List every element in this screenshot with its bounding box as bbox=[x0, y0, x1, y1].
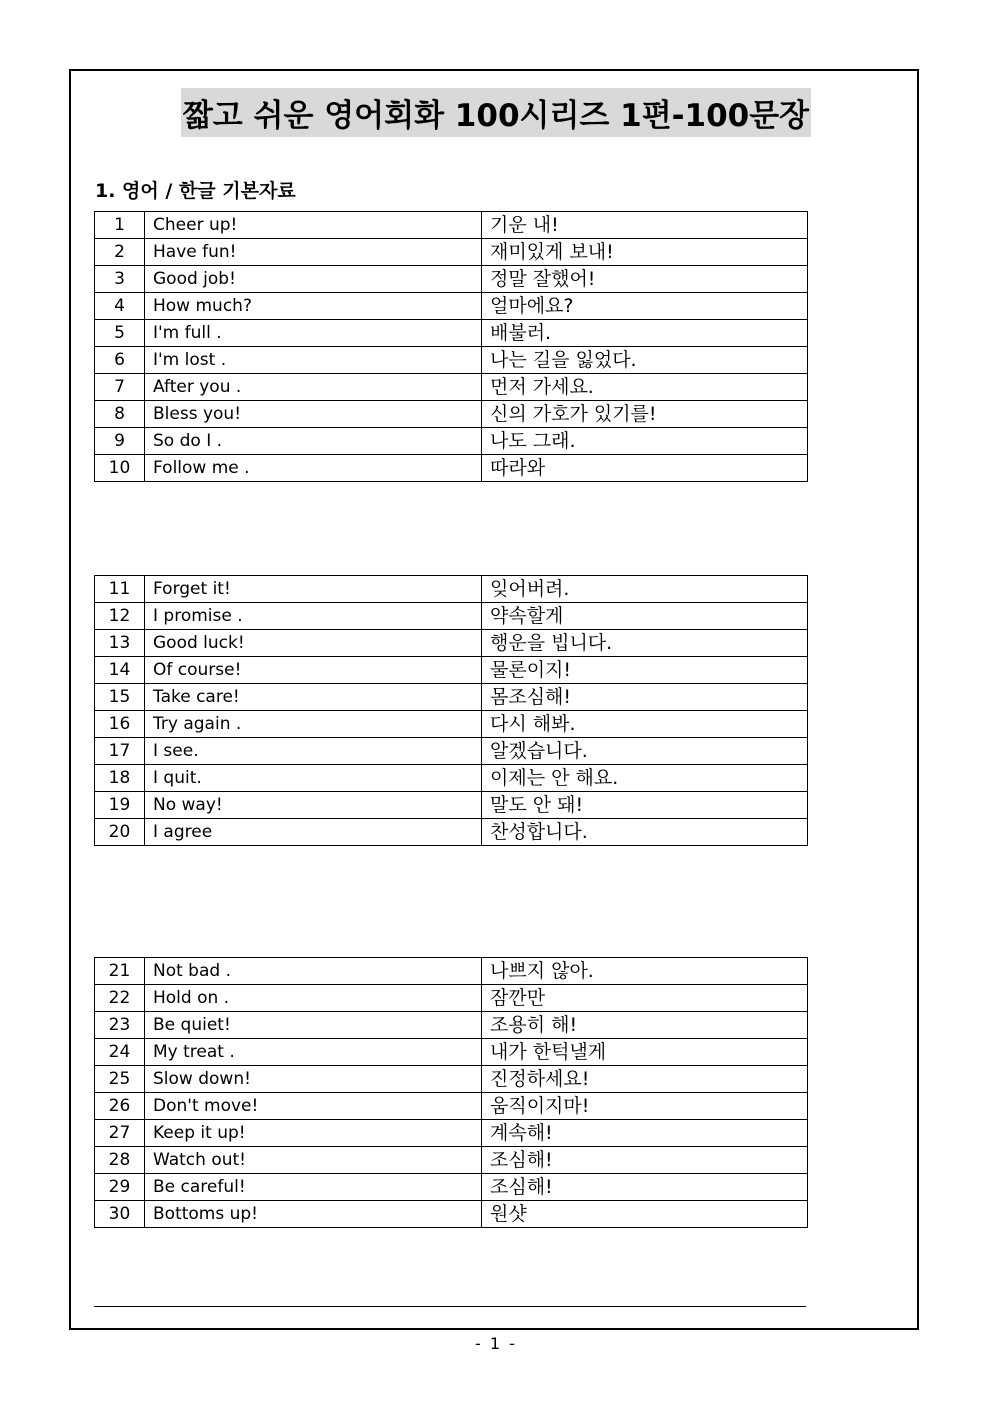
table-row bbox=[95, 374, 808, 401]
row-number: 7 bbox=[95, 374, 145, 401]
english-phrase: Keep it up! bbox=[145, 1120, 482, 1147]
korean-translation: 몸조심해! bbox=[482, 684, 808, 711]
english-phrase: Be quiet! bbox=[145, 1012, 482, 1039]
table-row bbox=[95, 212, 808, 239]
table-row bbox=[95, 657, 808, 684]
row-number: 30 bbox=[95, 1201, 145, 1228]
english-phrase: I promise . bbox=[145, 603, 482, 630]
table-row bbox=[95, 711, 808, 738]
english-phrase: My treat . bbox=[145, 1039, 482, 1066]
row-number: 6 bbox=[95, 347, 145, 374]
korean-translation: 조심해! bbox=[482, 1174, 808, 1201]
table-row bbox=[95, 792, 808, 819]
row-number: 19 bbox=[95, 792, 145, 819]
table-row bbox=[95, 401, 808, 428]
table-row bbox=[95, 958, 808, 985]
table-row bbox=[95, 1066, 808, 1093]
korean-translation: 내가 한턱낼게 bbox=[482, 1039, 808, 1066]
english-phrase: Try again . bbox=[145, 711, 482, 738]
korean-translation: 잠깐만 bbox=[482, 985, 808, 1012]
english-phrase: I see. bbox=[145, 738, 482, 765]
korean-translation: 물론이지! bbox=[482, 657, 808, 684]
english-phrase: So do I . bbox=[145, 428, 482, 455]
english-phrase: Bless you! bbox=[145, 401, 482, 428]
english-phrase: Slow down! bbox=[145, 1066, 482, 1093]
table-row bbox=[95, 630, 808, 657]
korean-translation: 찬성합니다. bbox=[482, 819, 808, 846]
table-row bbox=[95, 1147, 808, 1174]
row-number: 9 bbox=[95, 428, 145, 455]
footer-divider bbox=[94, 1306, 806, 1307]
korean-translation: 움직이지마! bbox=[482, 1093, 808, 1120]
row-number: 26 bbox=[95, 1093, 145, 1120]
korean-translation: 기운 내! bbox=[482, 212, 808, 239]
english-phrase: Not bad . bbox=[145, 958, 482, 985]
english-phrase: How much? bbox=[145, 293, 482, 320]
english-phrase: Take care! bbox=[145, 684, 482, 711]
phrase-table-2 bbox=[94, 575, 808, 846]
row-number: 8 bbox=[95, 401, 145, 428]
row-number: 20 bbox=[95, 819, 145, 846]
table-row bbox=[95, 239, 808, 266]
english-phrase: After you . bbox=[145, 374, 482, 401]
english-phrase: Be careful! bbox=[145, 1174, 482, 1201]
english-phrase: Forget it! bbox=[145, 576, 482, 603]
korean-translation: 나도 그래. bbox=[482, 428, 808, 455]
table-row bbox=[95, 347, 808, 374]
section-heading: 1. 영어 / 한글 기본자료 bbox=[95, 180, 296, 202]
korean-translation: 나쁘지 않아. bbox=[482, 958, 808, 985]
row-number: 22 bbox=[95, 985, 145, 1012]
table-row bbox=[95, 428, 808, 455]
title-container bbox=[0, 88, 992, 137]
row-number: 17 bbox=[95, 738, 145, 765]
korean-translation: 다시 해봐. bbox=[482, 711, 808, 738]
table-row bbox=[95, 1039, 808, 1066]
korean-translation: 이제는 안 해요. bbox=[482, 765, 808, 792]
english-phrase: Of course! bbox=[145, 657, 482, 684]
table-row bbox=[95, 320, 808, 347]
document-title: 짧고 쉬운 영어회화 100시리즈 1편-100문장 bbox=[181, 88, 811, 137]
english-phrase: I'm lost . bbox=[145, 347, 482, 374]
row-number: 27 bbox=[95, 1120, 145, 1147]
english-phrase: Bottoms up! bbox=[145, 1201, 482, 1228]
english-phrase: Cheer up! bbox=[145, 212, 482, 239]
row-number: 23 bbox=[95, 1012, 145, 1039]
korean-translation: 배불러. bbox=[482, 320, 808, 347]
row-number: 25 bbox=[95, 1066, 145, 1093]
table-row bbox=[95, 765, 808, 792]
table-row bbox=[95, 603, 808, 630]
english-phrase: Don't move! bbox=[145, 1093, 482, 1120]
row-number: 1 bbox=[95, 212, 145, 239]
korean-translation: 말도 안 돼! bbox=[482, 792, 808, 819]
table-row bbox=[95, 1120, 808, 1147]
korean-translation: 약속할게 bbox=[482, 603, 808, 630]
table-row bbox=[95, 455, 808, 482]
english-phrase: Good job! bbox=[145, 266, 482, 293]
table-row bbox=[95, 266, 808, 293]
korean-translation: 진정하세요! bbox=[482, 1066, 808, 1093]
row-number: 13 bbox=[95, 630, 145, 657]
english-phrase: I quit. bbox=[145, 765, 482, 792]
row-number: 24 bbox=[95, 1039, 145, 1066]
table-row bbox=[95, 576, 808, 603]
row-number: 11 bbox=[95, 576, 145, 603]
korean-translation: 신의 가호가 있기를! bbox=[482, 401, 808, 428]
page-number: - 1 - bbox=[475, 1334, 517, 1353]
korean-translation: 조심해! bbox=[482, 1147, 808, 1174]
table-row bbox=[95, 684, 808, 711]
korean-translation: 알겠습니다. bbox=[482, 738, 808, 765]
english-phrase: I'm full . bbox=[145, 320, 482, 347]
korean-translation: 먼저 가세요. bbox=[482, 374, 808, 401]
table-row bbox=[95, 985, 808, 1012]
phrase-table-1 bbox=[94, 211, 808, 482]
english-phrase: Hold on . bbox=[145, 985, 482, 1012]
english-phrase: Watch out! bbox=[145, 1147, 482, 1174]
table-row bbox=[95, 1174, 808, 1201]
row-number: 4 bbox=[95, 293, 145, 320]
korean-translation: 정말 잘했어! bbox=[482, 266, 808, 293]
korean-translation: 잊어버려. bbox=[482, 576, 808, 603]
korean-translation: 나는 길을 잃었다. bbox=[482, 347, 808, 374]
table-row bbox=[95, 1012, 808, 1039]
row-number: 3 bbox=[95, 266, 145, 293]
phrase-table-3 bbox=[94, 957, 808, 1228]
korean-translation: 원샷 bbox=[482, 1201, 808, 1228]
english-phrase: Good luck! bbox=[145, 630, 482, 657]
row-number: 14 bbox=[95, 657, 145, 684]
table-row bbox=[95, 738, 808, 765]
row-number: 12 bbox=[95, 603, 145, 630]
row-number: 2 bbox=[95, 239, 145, 266]
row-number: 18 bbox=[95, 765, 145, 792]
english-phrase: No way! bbox=[145, 792, 482, 819]
row-number: 5 bbox=[95, 320, 145, 347]
table-row bbox=[95, 819, 808, 846]
korean-translation: 계속해! bbox=[482, 1120, 808, 1147]
row-number: 15 bbox=[95, 684, 145, 711]
row-number: 21 bbox=[95, 958, 145, 985]
row-number: 28 bbox=[95, 1147, 145, 1174]
row-number: 29 bbox=[95, 1174, 145, 1201]
korean-translation: 얼마에요? bbox=[482, 293, 808, 320]
korean-translation: 재미있게 보내! bbox=[482, 239, 808, 266]
english-phrase: Have fun! bbox=[145, 239, 482, 266]
row-number: 16 bbox=[95, 711, 145, 738]
table-row bbox=[95, 1201, 808, 1228]
korean-translation: 행운을 빕니다. bbox=[482, 630, 808, 657]
english-phrase: Follow me . bbox=[145, 455, 482, 482]
korean-translation: 따라와 bbox=[482, 455, 808, 482]
korean-translation: 조용히 해! bbox=[482, 1012, 808, 1039]
table-row bbox=[95, 293, 808, 320]
row-number: 10 bbox=[95, 455, 145, 482]
table-row bbox=[95, 1093, 808, 1120]
english-phrase: I agree bbox=[145, 819, 482, 846]
